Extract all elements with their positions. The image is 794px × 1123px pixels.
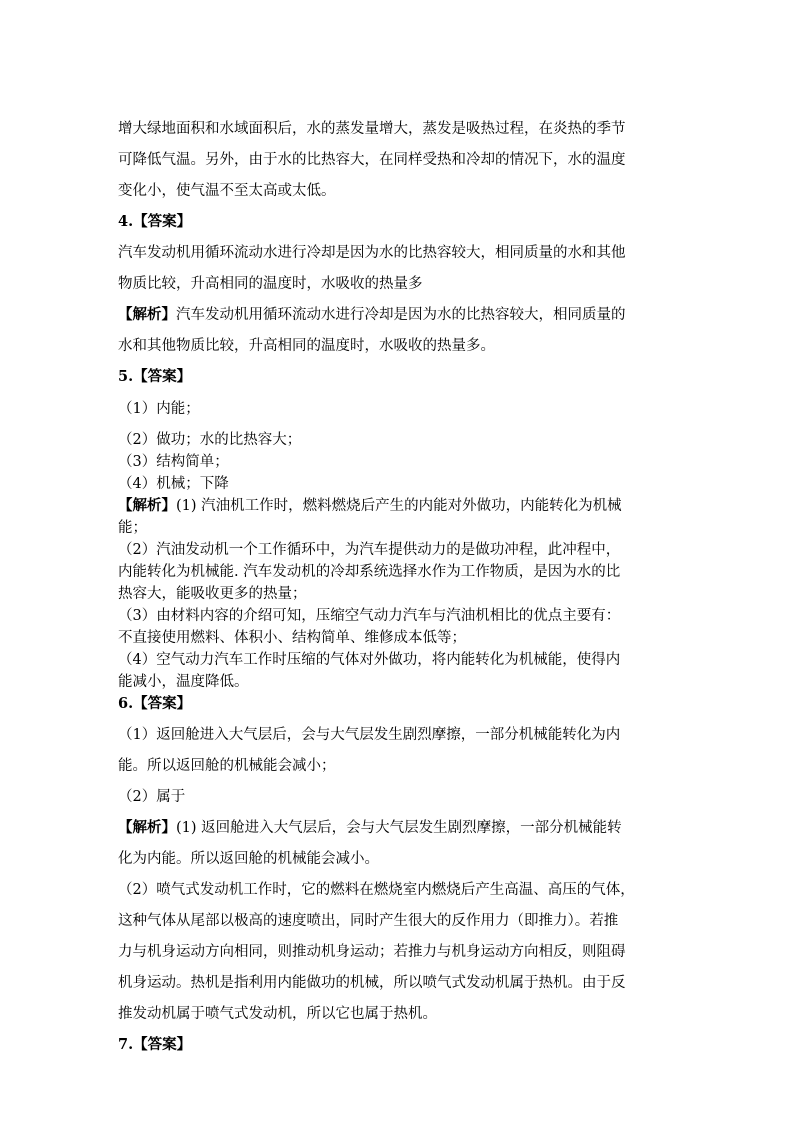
answer-label: 【答案】 [133,695,192,712]
analysis-line: （4）空气动力汽车工作时压缩的气体对外做功，将内能转化为机械能，使得内 [118,652,621,668]
analysis-line: （3）由材料内容的介绍可知，压缩空气动力汽车与汽油机相比的优点主要有： [118,608,621,624]
question-number: 4. [118,213,134,230]
question-number: 5. [118,368,134,385]
analysis-line: 能减小，温度降低。 [118,674,249,690]
answer-line: （2）属于 [118,789,186,805]
question-5-header [118,367,191,387]
analysis-line [118,496,622,516]
analysis-line: 化为内能。所以返回舱的机械能会减小。 [118,851,379,867]
question-6-header [118,694,191,714]
answer-line: （4）机械；下降 [118,476,229,492]
answer-line: 能。所以返回舱的机械能会减小； [118,758,336,774]
question-7-header [118,1035,191,1055]
answer-line: （3）结构简单； [118,454,229,470]
answer-label: 【答案】 [133,368,192,385]
question-number: 6. [118,695,134,712]
text-line: 变化小，使气温不至太高或太低。 [118,183,336,199]
analysis-line [118,818,622,838]
text-line: 增大绿地面积和水域面积后，水的蒸发量增大，蒸发是吸热过程，在炎热的季节 [118,121,626,137]
analysis-line: 内能转化为机械能. 汽车发动机的冷却系统选择水作为工作物质，是因为水的比 [118,564,621,580]
answer-line: 物质比较，升高相同的温度时，水吸收的热量多 [118,276,423,292]
question-4-header [118,212,191,232]
analysis-line: （2）汽油发动机一个工作循环中，为汽车提供动力的是做功冲程，此冲程中， [118,542,621,558]
analysis-label: 【解析】 [118,497,176,514]
analysis-line: 机身运动。热机是指利用内能做功的机械，所以喷气式发动机属于热机。由于反 [118,975,626,991]
answer-line: 汽车发动机用循环流动水进行冷却是因为水的比热容较大，相同质量的水和其他 [118,245,626,261]
analysis-line: 热容大，能吸收更多的热量； [118,586,307,602]
analysis-line: 力与机身运动方向相同，则推动机身运动；若推力与机身运动方向相反，则阻碍 [118,944,626,960]
text-line: 可降低气温。另外，由于水的比热容大，在同样受热和冷却的情况下，水的温度 [118,152,626,168]
question-number: 7. [118,1036,134,1053]
analysis-line: 水和其他物质比较，升高相同的温度时，水吸收的热量多。 [118,338,495,354]
answer-line: （2）做功；水的比热容大； [118,432,302,448]
answer-line: （1）返回舱进入大气层后，会与大气层发生剧烈摩擦，一部分机械能转化为内 [118,727,621,743]
analysis-line: 不直接使用燃料、体积小、结构简单、维修成本低等； [118,630,466,646]
answer-line: （1）内能； [118,401,200,417]
answer-label: 【答案】 [133,213,192,230]
analysis-text: (1) 返回舱进入大气层后，会与大气层发生剧烈摩擦，一部分机械能转 [176,820,622,836]
analysis-label: 【解析】 [118,306,176,323]
analysis-line: 这种气体从尾部以极高的速度喷出，同时产生很大的反作用力（即推力）。若推 [118,913,619,929]
analysis-text: 汽车发动机用循环流动水进行冷却是因为水的比热容较大，相同质量的 [176,307,626,323]
analysis-line: （2）喷气式发动机工作时，它的燃料在燃烧室内燃烧后产生高温、高压的气体， [118,882,635,898]
analysis-line: 推发动机属于喷气式发动机，所以它也属于热机。 [118,1006,437,1022]
answer-label: 【答案】 [133,1036,192,1053]
analysis-label: 【解析】 [118,819,176,836]
analysis-line [118,305,626,325]
analysis-line: 能； [118,520,147,536]
analysis-text: (1) 汽油机工作时，燃料燃烧后产生的内能对外做功，内能转化为机械 [176,498,622,514]
